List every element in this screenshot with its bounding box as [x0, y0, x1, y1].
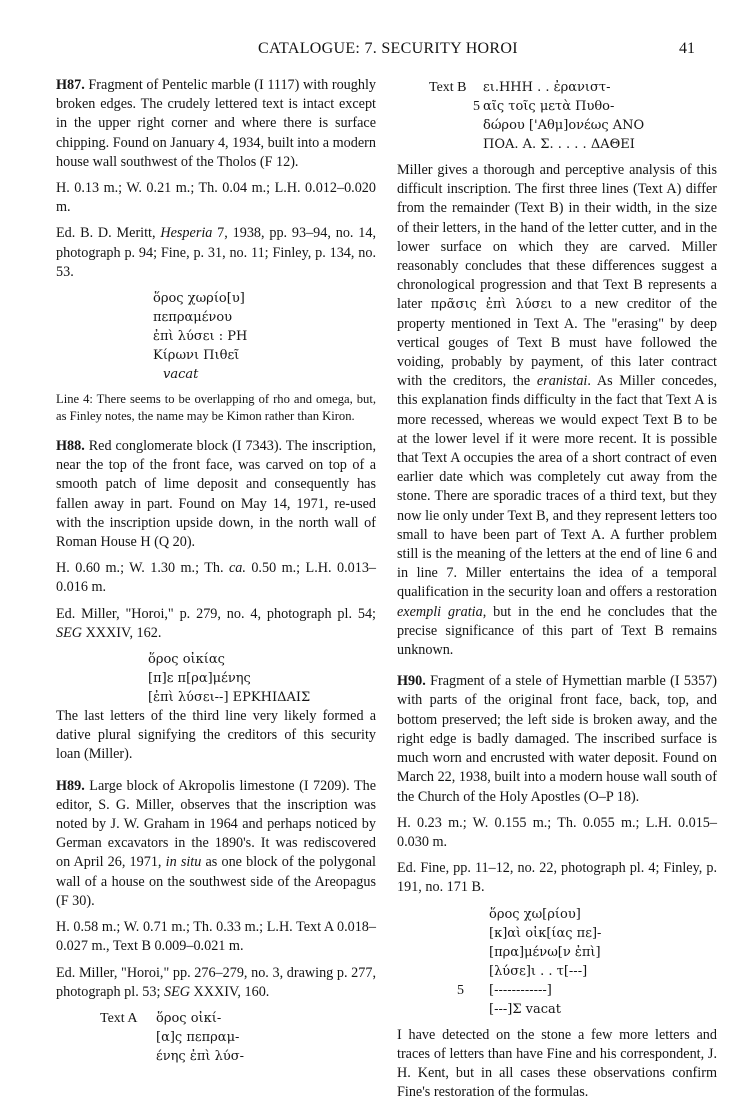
entry-h89	[56, 777, 376, 1066]
inscription-line: Κίρωνι Πιθεῖ	[153, 348, 240, 364]
entry-h88	[56, 437, 376, 765]
inscription-line: αῖς τοῖς μετὰ Πυθο-	[483, 99, 615, 114]
h89-id: H89.	[56, 777, 85, 794]
inscription-line: [π]ε π[ρα]μένης	[148, 671, 251, 687]
inscription-line: δώρου ['Αθμ]ονέως ΑΝΟ	[483, 118, 645, 133]
h88-id: H88.	[56, 438, 85, 455]
text-a-label: Text A	[100, 1010, 138, 1026]
h90-edition: Ed. Fine, pp. 11–12, no. 22, photograph pl. 4; Finley, p. 191, no. 171 B.	[397, 860, 717, 896]
h90-description: H90. Fragment of a stele of Hymettian marble (I 5357) with parts of the original front face, back, top, and bottom preserved; the left side is broken away, and the right edge is badly damaged. The inscribed surface is much worn and encrusted with water deposit. Found on March 22, 1938, built into a modern house wall south of the Church of the Holy Apostles (O–P 18).	[397, 673, 717, 805]
inscription-line: ένης ἐπὶ λύσ-	[156, 1048, 244, 1064]
entry-h90	[397, 672, 717, 1102]
running-title: CATALOGUE: 7. SECURITY HOROI	[258, 40, 518, 57]
h90-dimensions: H. 0.23 m.; W. 0.155 m.; Th. 0.055 m.; L.H. 0.015–0.030 m.	[397, 814, 717, 850]
h87-note: Line 4: There seems to be overlapping of rho and omega, but, as Finley notes, the name may be Kimon rather than Kiron.	[56, 392, 376, 424]
inscription-line: [πρα]μένω[ν ἐπὶ]	[489, 944, 601, 960]
h87-dimensions: H. 0.13 m.; W. 0.21 m.; Th. 0.04 m.; L.H. 0.012–0.020 m.	[56, 180, 376, 216]
h87-id: H87.	[56, 77, 85, 93]
inscription-line: [λύσε]ι . . τ[---]	[489, 963, 588, 979]
h89-text-a	[56, 1009, 376, 1066]
inscription-line: ει.ΗΗΗ . . ἐρανιστ-	[483, 80, 611, 95]
text-b-label: Text B	[429, 80, 467, 95]
h88-dimensions: H. 0.60 m.; W. 1.30 m.; Th. ca. 0.50 m.; L.H. 0.013–0.016 m.	[56, 560, 377, 596]
inscription-vacat: vacat	[163, 367, 199, 383]
h90-comment: I have detected on the stone a few more letters and traces of letters than have Fine and his correspondent, J. H. Kent, but in all cases these observations confirm Fine's restoration of the formulas.	[397, 1026, 717, 1101]
entry-h87	[56, 76, 376, 425]
h88-inscription	[56, 650, 376, 707]
inscription-line: πεπραμένου	[153, 310, 233, 326]
inscription-line: [------------]	[489, 982, 552, 998]
h88-description: H88. Red conglomerate block (I 7343). The inscription, near the top of the front face, was carved on top of a smooth patch of lime deposit and consequently has fallen away in part. Found on May 14, 1971, re-used with the inscription upside down, in the north wall of Roman House H (Q 20).	[56, 438, 376, 551]
inscription-line: [---]Σ vacat	[489, 1001, 561, 1017]
line-number: 5	[457, 982, 464, 998]
h89-dimensions: H. 0.58 m.; W. 0.71 m.; Th. 0.33 m.; L.H. Text A 0.018–0.027 m., Text B 0.009–0.021 m.	[56, 919, 376, 955]
page-number: 41	[679, 40, 695, 57]
inscription-line: ΠΟΑ. Α. Σ. . . . . ΔΑΘΕΙ	[483, 137, 635, 152]
h88-edition: Ed. Miller, "Horoi," p. 279, no. 4, photograph pl. 54; SEG XXXIV, 162.	[56, 605, 376, 641]
h89-commentary: Miller gives a thorough and perceptive analysis of this difficult inscription. The first three lines (Text A) differ from the remainder (Text B) in their width, in the size of their letters, in the hand of the letter cutter, and in the lower surface on which they are carved. Miller reasonably concludes that these differences suggest a chronological progression and that Text B represents a later πρᾶσις ἐπὶ λύσει to a new creditor of the property mentioned in Text A. The "erasing" by deep vertical gouges of Text B must have followed the voiding, probably by payment, of this later contract with the creditors, the eranistai. As Miller concedes, this explanation finds difficulty in the fact that Text A is more recessed, whereas we would expect Text B to be at the lower level if it were more recent. It is possible that Text A occupies the area of a short contract of even earlier date which was completely cut away from the stone. There are sporadic traces of a third text, but they now lie only under Text B, and they represent letters too small to have been part of Text A. A further problem still is the meaning of the letters at the end of line 6 and in line 7. Miller entertains the idea of a temporal qualification in the security loan and offers a restoration exempli gratia, but in the end he concludes that the precise significance of this part of Text B remains unknown.	[397, 162, 718, 659]
inscription-line: ὅρος οἰκίας	[148, 652, 225, 668]
inscription-line: ὅρος οἰκί-	[156, 1010, 222, 1026]
line-number: 5	[473, 99, 480, 114]
inscription-line: [κ]αὶ οἰκ[ίας πε]-	[489, 925, 602, 941]
inscription-line: ἐπὶ λύσει : ΡΗ	[153, 329, 248, 345]
right-column	[397, 78, 717, 1102]
h87-edition: Ed. B. D. Meritt, Hesperia 7, 1938, pp. 93–94, no. 14, photograph p. 94; Fine, p. 31, no. 11; Finley, p. 134, no. 53.	[56, 225, 377, 280]
inscription-line: ὅρος χωρίο[υ]	[153, 291, 245, 307]
inscription-line: [ἐπὶ λύσει--] ΕΡΚΗΙΔΑΙΣ	[148, 690, 311, 706]
h87-description: H87. Fragment of Pentelic marble (I 1117) with roughly broken edges. The crudely lettered text is intact except in the upper right corner and where there is surface chipping. Found on January 4, 1934, built into a modern house wall southwest of the Tholos (F 12).	[56, 77, 377, 170]
h87-inscription	[56, 289, 376, 384]
running-header	[0, 40, 748, 62]
h89-text-b	[397, 78, 717, 154]
inscription-line: ὅρος χω[ρίου]	[489, 906, 581, 922]
h88-comment: The last letters of the third line very likely formed a dative plural signifying the creditors of this security loan (Miller).	[56, 708, 376, 763]
h90-inscription	[397, 905, 717, 1019]
inscription-line: [α]ς πεπραμ-	[156, 1029, 240, 1045]
h90-id: H90.	[397, 673, 426, 690]
h89-edition: Ed. Miller, "Horoi," pp. 276–279, no. 3, drawing p. 277, photograph pl. 53; SEG XXXIV, 160.	[56, 964, 376, 1000]
left-column	[56, 76, 376, 1066]
h89-description: H89. Large block of Akropolis limestone (I 7209). The editor, S. G. Miller, observes that the inscription was noted by J. W. Graham in 1964 and perhaps noticed by German excavators in the 1890's. It was rediscovered on April 26, 1971, in situ as one block of the polygonal wall of a house on the southwest side of the Areopagus (F 30).	[56, 777, 377, 909]
